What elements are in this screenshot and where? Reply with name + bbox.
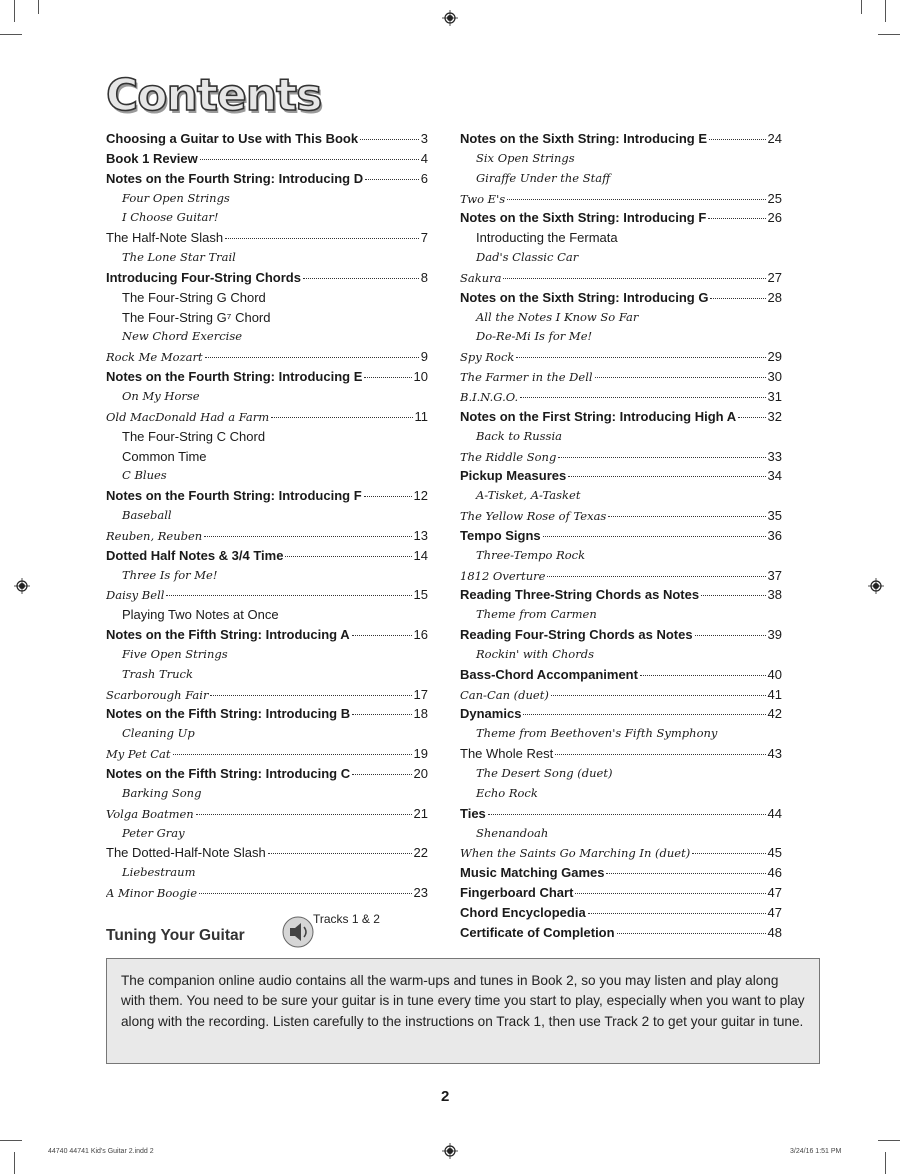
toc-entry-page: 33: [767, 448, 782, 464]
toc-entry: [460, 806, 782, 826]
toc-entry: [460, 349, 782, 369]
toc-entry: [460, 627, 782, 647]
toc-entry-title: Playing Two Notes at Once: [122, 607, 279, 623]
toc-leader-dots: [507, 198, 765, 200]
toc-entry: [106, 329, 428, 349]
toc-entry-title: Choosing a Guitar to Use with This Book: [106, 131, 359, 146]
toc-entry: [460, 667, 782, 687]
toc-entry: [460, 766, 782, 786]
toc-leader-dots: [568, 475, 765, 477]
toc-entry: [106, 806, 428, 826]
toc-entry-title: Trash Truck: [122, 666, 193, 681]
toc-entry-title: Notes on the Fourth String: Introducing D: [106, 170, 364, 186]
slug-date: 3/24/16 1:51 PM: [790, 1148, 842, 1155]
toc-entry-page: 46: [767, 865, 782, 881]
registration-mark-icon: [868, 578, 884, 594]
toc-entry: [106, 171, 428, 191]
toc-leader-dots: [196, 813, 412, 815]
toc-entry: [460, 131, 782, 151]
toc-entry-title: Reading Four-String Chords as Notes: [460, 627, 693, 643]
toc-entry-page: 30: [767, 369, 782, 385]
toc-entry: [106, 310, 428, 330]
toc-entry: [460, 290, 782, 310]
toc-entry: [106, 786, 428, 806]
toc-entry-page: 7: [420, 230, 428, 246]
toc-entry: [106, 647, 428, 667]
toc-entry: [460, 568, 782, 588]
toc-entry-title: All the Notes I Know So Far: [476, 309, 639, 324]
toc-entry-title: Five Open Strings: [122, 646, 228, 661]
toc-entry: [106, 528, 428, 548]
toc-entry-title: Three Is for Me!: [122, 567, 218, 582]
toc-entry-title: Reading Three-String Chords as Notes: [460, 587, 700, 603]
toc-entry-page: 17: [413, 686, 428, 702]
toc-entry: [460, 925, 782, 945]
toc-entry-page: 25: [767, 190, 782, 206]
toc-entry: [106, 568, 428, 588]
toc-leader-dots: [695, 634, 766, 636]
toc-leader-dots: [708, 217, 765, 219]
toc-leader-dots: [199, 892, 411, 894]
toc-entry: [460, 409, 782, 429]
toc-entry-title: C Blues: [122, 468, 167, 483]
toc-entry: [460, 488, 782, 508]
registration-mark-icon: [14, 578, 30, 594]
toc-entry: [106, 409, 428, 429]
toc-entry: [460, 746, 782, 766]
toc-entry-title: A-Tisket, A-Tasket: [476, 488, 581, 503]
toc-leader-dots: [271, 416, 412, 418]
toc-entry: [106, 726, 428, 746]
crop-mark: [878, 1140, 900, 1141]
toc-entry: [460, 508, 782, 528]
crop-mark: [0, 34, 22, 35]
toc-entry-title: Four Open Strings: [122, 190, 230, 205]
toc-entry-title: The Yellow Rose of Texas: [460, 509, 607, 524]
toc-entry: [106, 687, 428, 707]
toc-entry: [106, 191, 428, 211]
toc-entry-title: New Chord Exercise: [122, 329, 243, 344]
toc-entry-page: 22: [413, 845, 428, 861]
toc-leader-dots: [595, 376, 766, 378]
toc-entry-page: 24: [767, 131, 782, 146]
toc-entry-page: 15: [413, 587, 428, 603]
toc-entry-title: Scarborough Fair: [106, 687, 209, 702]
toc-entry-title: Six Open Strings: [476, 150, 575, 165]
toc-entry-page: 47: [767, 904, 782, 920]
toc-leader-dots: [200, 158, 419, 160]
toc-entry: [106, 508, 428, 528]
toc-entry-title: Dad's Classic Car: [476, 250, 579, 265]
toc-entry-title: I Choose Guitar!: [122, 210, 219, 225]
toc-entry: [460, 171, 782, 191]
tuning-body-text: The companion online audio contains all the warm-ups and tunes in Book 2, so you may listen and play along with them. You need to be sure your guitar is in tune every time you start to play, especially when you want to play along with the recording. Listen carefully to the instructions on Track 1, then use Track 2 to get your guitar in tune.: [121, 973, 805, 1029]
toc-entry-title: Shenandoah: [476, 825, 549, 840]
toc-entry-page: 10: [413, 369, 428, 385]
toc-entry: [106, 210, 428, 230]
toc-entry: [460, 548, 782, 568]
toc-entry-title: Introducing Four-String Chords: [106, 269, 301, 285]
toc-entry: [106, 349, 428, 369]
toc-entry-page: 32: [767, 408, 782, 424]
toc-entry: [460, 726, 782, 746]
toc-entry: [106, 250, 428, 270]
toc-entry: [460, 449, 782, 469]
toc-entry-page: 37: [767, 567, 782, 583]
toc-entry-title: The Lone Star Trail: [122, 250, 236, 265]
toc-leader-dots: [364, 376, 411, 378]
toc-leader-dots: [352, 634, 412, 636]
toc-entry-page: 31: [767, 388, 782, 404]
toc-entry-title: Barking Song: [122, 785, 202, 800]
toc-entry-title: Peter Gray: [122, 825, 185, 840]
toc-leader-dots: [352, 773, 411, 775]
toc-entry: [106, 706, 428, 726]
toc-entry-page: 8: [420, 269, 428, 285]
toc-entry: [106, 290, 428, 310]
toc-entry-title: Do-Re-Mi Is for Me!: [476, 329, 593, 344]
toc-entry-title: A Minor Boogie: [106, 886, 198, 901]
toc-entry-page: 29: [767, 349, 782, 365]
toc-entry-page: 14: [413, 547, 428, 563]
toc-leader-dots: [225, 237, 419, 239]
crop-mark: [38, 0, 39, 14]
toc-leader-dots: [543, 535, 766, 537]
tracks-label: Tracks 1 & 2: [313, 912, 380, 926]
toc-entry: [460, 528, 782, 548]
toc-entry: [460, 310, 782, 330]
toc-entry-title: The Half-Note Slash: [106, 230, 224, 246]
toc-entry-page: 40: [767, 666, 782, 682]
toc-entry: [106, 607, 428, 627]
tuning-info-box: [106, 958, 820, 1064]
toc-entry: [106, 627, 428, 647]
toc-entry-page: 26: [767, 210, 782, 226]
toc-entry-title: The Four-String G⁷ Chord: [122, 309, 271, 325]
toc-entry: [460, 151, 782, 171]
toc-leader-dots: [608, 515, 765, 517]
toc-entry-title: Three-Tempo Rock: [476, 547, 586, 562]
registration-mark-icon: [442, 10, 458, 26]
toc-leader-dots: [738, 416, 765, 418]
toc-leader-dots: [204, 535, 411, 537]
toc-entry: [460, 468, 782, 488]
toc-leader-dots: [575, 892, 765, 894]
toc-entry-title: Volga Boatmen: [106, 806, 194, 821]
toc-entry-page: 13: [413, 527, 428, 543]
toc-leader-dots: [303, 277, 419, 279]
page-number: 2: [441, 1088, 450, 1105]
toc-leader-dots: [205, 356, 419, 358]
toc-entry-page: 35: [767, 508, 782, 524]
crop-mark: [14, 1152, 15, 1174]
toc-entry: [106, 270, 428, 290]
toc-entry-title: Sakura: [460, 270, 502, 285]
toc-leader-dots: [551, 694, 766, 696]
toc-leader-dots: [166, 594, 411, 596]
toc-entry-page: 34: [767, 468, 782, 484]
toc-entry-title: Music Matching Games: [460, 865, 605, 881]
toc-entry-title: Two E's: [460, 191, 506, 206]
toc-entry-title: The Farmer in the Dell: [460, 370, 593, 385]
toc-entry-title: Dynamics: [460, 706, 522, 722]
toc-entry-page: 45: [767, 845, 782, 861]
toc-entry: [106, 885, 428, 905]
toc-entry-title: Notes on the Fifth String: Introducing A: [106, 627, 350, 643]
toc-entry: [106, 548, 428, 568]
toc-entry: [106, 845, 428, 865]
toc-entry-title: Ties: [460, 805, 486, 821]
toc-entry-page: 48: [767, 924, 782, 940]
toc-leader-dots: [352, 713, 411, 715]
page-title: Contents: [106, 70, 322, 121]
toc-leader-dots: [365, 178, 419, 180]
toc-entry-title: Theme from Carmen: [476, 607, 597, 622]
toc-entry: [460, 270, 782, 290]
toc-entry: [460, 210, 782, 230]
toc-entry-page: 27: [767, 269, 782, 285]
toc-entry-page: 43: [767, 746, 782, 762]
toc-entry-title: The Desert Song (duet): [476, 766, 613, 780]
toc-entry: [106, 667, 428, 687]
toc-entry: [460, 329, 782, 349]
toc-entry: [106, 826, 428, 846]
toc-entry-title: Rock Me Mozart: [106, 350, 203, 365]
toc-leader-dots: [692, 852, 765, 854]
toc-entry-title: Introducting the Fermata: [476, 230, 618, 246]
toc-entry-title: Cleaning Up: [122, 726, 195, 741]
toc-leader-dots: [285, 555, 411, 557]
toc-entry: [460, 706, 782, 726]
toc-entry: [106, 468, 428, 488]
toc-entry-title: Echo Rock: [476, 785, 538, 800]
toc-entry: [460, 429, 782, 449]
toc-entry-title: Notes on the Fourth String: Introducing E: [106, 369, 363, 385]
crop-mark: [885, 0, 886, 22]
toc-entry-page: 28: [767, 289, 782, 305]
toc-leader-dots: [709, 138, 766, 140]
toc-entry-title: Baseball: [122, 508, 172, 523]
toc-entry-title: The Four-String G Chord: [122, 289, 266, 305]
toc-entry-page: 21: [413, 805, 428, 821]
toc-entry-title: Can-Can (duet): [460, 687, 549, 702]
toc-entry-title: Certificate of Completion: [460, 924, 615, 940]
toc-entry: [106, 488, 428, 508]
toc-entry: [460, 786, 782, 806]
toc-entry-page: 16: [413, 627, 428, 643]
toc-entry-title: Bass-Chord Accompaniment: [460, 666, 638, 682]
toc-entry-title: The Dotted-Half-Note Slash: [106, 845, 266, 861]
toc-leader-dots: [701, 594, 765, 596]
toc-entry: [460, 885, 782, 905]
toc-entry: [460, 250, 782, 270]
toc-entry-title: Notes on the Sixth String: Introducing F: [460, 210, 707, 226]
toc-entry: [106, 389, 428, 409]
crop-mark: [0, 1140, 22, 1141]
toc-entry-title: On My Horse: [122, 388, 200, 403]
toc-entry-title: My Pet Cat: [106, 747, 171, 762]
toc-leader-dots: [210, 694, 411, 696]
toc-entry-title: B.I.N.G.O.: [460, 389, 519, 404]
toc-entry: [460, 687, 782, 707]
toc-entry-title: Notes on the First String: Introducing High A: [460, 408, 737, 424]
toc-entry: [106, 369, 428, 389]
toc-entry-page: 23: [413, 885, 428, 901]
toc-right-column: [460, 131, 782, 945]
toc-entry-page: 38: [767, 587, 782, 603]
toc-entry-page: 19: [413, 746, 428, 762]
toc-entry-title: Reuben, Reuben: [106, 528, 203, 543]
toc-leader-dots: [523, 713, 765, 715]
toc-entry-title: 1812 Overture: [460, 568, 546, 583]
toc-entry-title: Liebestraum: [122, 865, 196, 880]
toc-entry-title: Common Time: [122, 448, 207, 464]
toc-entry: [106, 766, 428, 786]
toc-entry: [106, 746, 428, 766]
toc-entry-page: 44: [767, 805, 782, 821]
toc-entry: [106, 429, 428, 449]
toc-leader-dots: [268, 852, 412, 854]
toc-entry-title: Chord Encyclopedia: [460, 904, 586, 920]
toc-entry-title: The Riddle Song: [460, 449, 557, 464]
toc-entry-title: Notes on the Fifth String: Introducing C: [106, 766, 351, 781]
toc-entry: [460, 191, 782, 211]
toc-leader-dots: [360, 138, 419, 140]
toc-entry-page: 18: [413, 706, 428, 722]
toc-entry: [460, 647, 782, 667]
crop-mark: [885, 1152, 886, 1174]
toc-leader-dots: [364, 495, 412, 497]
toc-leader-dots: [503, 277, 765, 279]
toc-entry-title: The Four-String C Chord: [122, 428, 266, 444]
toc-entry-page: 41: [767, 686, 782, 702]
toc-leader-dots: [588, 912, 766, 914]
tuning-heading: Tuning Your Guitar: [106, 927, 245, 944]
toc-entry-page: 39: [767, 627, 782, 643]
toc-leader-dots: [520, 396, 765, 398]
toc-entry-page: 47: [767, 885, 782, 901]
toc-left-column: [106, 131, 428, 905]
toc-entry-page: 20: [413, 766, 428, 781]
toc-entry: [460, 905, 782, 925]
toc-entry: [460, 845, 782, 865]
toc-entry: [460, 607, 782, 627]
toc-entry-title: When the Saints Go Marching In (duet): [460, 846, 691, 861]
toc-leader-dots: [617, 932, 766, 934]
toc-entry-title: Book 1 Review: [106, 150, 198, 166]
toc-entry-page: 4: [420, 150, 428, 166]
toc-entry: [460, 826, 782, 846]
toc-entry-title: Notes on the Fourth String: Introducing F: [106, 488, 362, 504]
toc-entry-title: Back to Russia: [476, 428, 562, 443]
toc-entry-title: Giraffe Under the Staff: [476, 170, 611, 185]
toc-entry: [460, 587, 782, 607]
toc-entry-title: Fingerboard Chart: [460, 885, 574, 901]
toc-entry-title: Notes on the Fifth String: Introducing B: [106, 706, 351, 722]
toc-entry-title: Pickup Measures: [460, 468, 567, 484]
toc-entry-page: 9: [420, 349, 428, 365]
toc-entry-page: 36: [767, 527, 782, 543]
toc-entry-title: Notes on the Sixth String: Introducing E: [460, 131, 707, 146]
toc-entry-title: Notes on the Sixth String: Introducing G: [460, 289, 709, 305]
toc-entry-page: 3: [420, 131, 428, 146]
toc-leader-dots: [488, 813, 766, 815]
toc-entry-title: Old MacDonald Had a Farm: [106, 409, 270, 424]
toc-entry: [106, 151, 428, 171]
toc-entry-page: 12: [413, 488, 428, 504]
toc-entry-title: Dotted Half Notes & 3/4 Time: [106, 547, 284, 563]
toc-entry: [460, 369, 782, 389]
toc-entry-page: 6: [420, 170, 428, 186]
toc-entry-title: The Whole Rest: [460, 746, 554, 762]
toc-entry-title: Tempo Signs: [460, 527, 541, 543]
toc-leader-dots: [516, 356, 765, 358]
speaker-icon: [281, 916, 315, 948]
toc-entry: [106, 230, 428, 250]
toc-entry-title: Theme from Beethoven's Fifth Symphony: [476, 726, 718, 741]
toc-entry-title: Spy Rock: [460, 350, 515, 365]
crop-mark: [14, 0, 15, 22]
registration-mark-icon: [442, 1143, 458, 1159]
crop-mark: [861, 0, 862, 14]
toc-leader-dots: [547, 575, 765, 577]
toc-entry: [106, 587, 428, 607]
toc-leader-dots: [555, 753, 765, 755]
toc-entry-page: 42: [767, 706, 782, 722]
toc-leader-dots: [640, 674, 766, 676]
toc-entry-title: Daisy Bell: [106, 588, 165, 603]
toc-leader-dots: [173, 753, 412, 755]
toc-entry: [460, 865, 782, 885]
toc-entry: [106, 449, 428, 469]
toc-leader-dots: [558, 456, 765, 458]
toc-entry: [106, 131, 428, 151]
toc-entry: [460, 230, 782, 250]
crop-mark: [878, 34, 900, 35]
toc-leader-dots: [710, 297, 765, 299]
toc-entry: [460, 389, 782, 409]
toc-leader-dots: [606, 872, 765, 874]
toc-entry-title: Rockin' with Chords: [476, 646, 594, 661]
toc-entry-page: 11: [414, 408, 428, 424]
toc-entry: [106, 865, 428, 885]
slug-file: 44740 44741 Kid's Guitar 2.indd 2: [48, 1148, 154, 1155]
